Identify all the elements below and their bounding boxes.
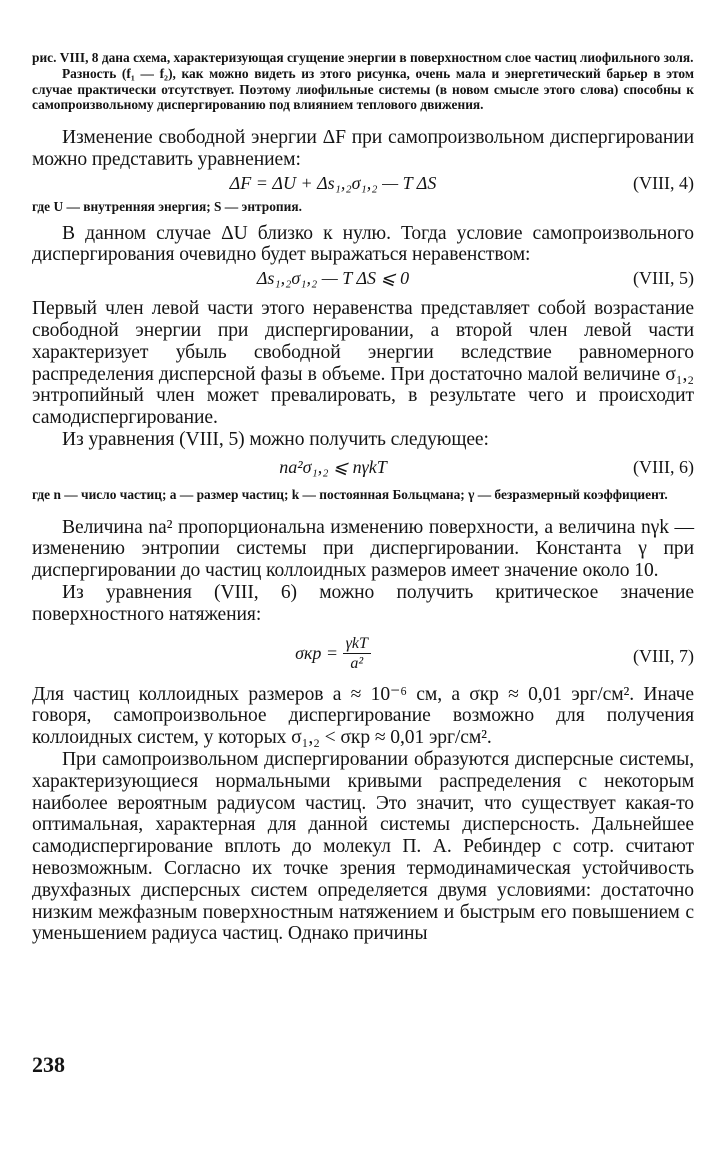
text-paragraph: При самопроизвольном диспергировании образуются дисперсные системы, характеризующиеся нормальными кривыми распределения с некоторым наиболее вероятным радиусом частиц. Это значит, что существует какая-то оптимальная, характерная для данной системы дисперсность. Дальнейшее самодиспергирование вплоть до молекул П. А. Ребиндер с сотр. считают невозможным. Согласно их точке зрения термодинамическая устойчивость двухфазных дисперсных систем определяется двумя условиями: достаточно низким межфазным поверхностным натяжением и быстрым его повышением с уменьшением радиуса частиц. Однако причины (32, 748, 694, 945)
where-note: где U — внутренняя энергия; S — энтропия. (32, 198, 302, 214)
equation-viii-7 (32, 632, 694, 680)
text-paragraph: Для частиц коллоидных размеров a ≈ 10⁻⁶ см, а σкр ≈ 0,01 эрг/см². Иначе говоря, самопроизвольное диспергирование возможно для получения коллоидных систем, у которых σ₁,₂ < σкр ≈ 0,01 эрг/см². (32, 683, 694, 749)
equation-viii-6 (32, 457, 694, 481)
fraction-denominator: a² (350, 654, 364, 672)
text-paragraph: Первый член левой части этого неравенства представляет собой возрастание свободной энергии при диспергировании, а второй член левой части характеризует убыль свободной энергии вследствие равномерного распределения дисперсной фазы в объеме. При достаточно малой величине σ₁,₂ энтропийный член может превалировать, в результате чего и происходит самодиспергирование. (32, 298, 694, 429)
page-number: 238 (32, 1052, 65, 1077)
equation-formula: ΔF = ΔU + Δs₁,₂σ₁,₂ — T ΔS (229, 172, 437, 193)
text-paragraph: В данном случае ΔU близко к нулю. Тогда условие самопроизвольного диспергирования очевидно будет выражаться неравенством: (32, 222, 694, 266)
equation-viii-5 (32, 268, 694, 292)
text-paragraph: Из уравнения (VIII, 5) можно получить следующее: (62, 428, 489, 450)
text-paragraph: Из уравнения (VIII, 6) можно получить критическое значение поверхностного натяжения: (32, 581, 694, 625)
fraction-numerator: γkT (343, 634, 371, 654)
caption-paragraph: рис. VIII, 8 дана схема, характеризующая сгущение энергии в поверхностном слое частиц лиофильного золя. (32, 50, 694, 65)
where-note: где n — число частиц; a — размер частиц; k — постоянная Больцмана; γ — безразмерный коэффициент. (32, 486, 668, 502)
equation-fraction (343, 634, 371, 673)
equation-viii-4 (32, 173, 694, 197)
equation-number: (VIII, 7) (633, 645, 694, 666)
equation-number: (VIII, 6) (633, 456, 694, 477)
page-content (32, 50, 694, 945)
equation-number: (VIII, 4) (633, 172, 694, 193)
equation-number: (VIII, 5) (633, 268, 694, 289)
equation-formula: na²σ₁,₂ ⩽ nγkT (279, 456, 387, 477)
text-paragraph: Величина na² пропорциональна изменению поверхности, а величина nγk — изменению энтропии системы при диспергировании. Константа γ при диспергировании до частиц коллоидных размеров имеет значение около 10. (32, 516, 694, 582)
caption-paragraph: Разность (f₁ — f₂), как можно видеть из этого рисунка, очень мала и энергетический барьер в этом случае практически отсутствует. Поэтому лиофильные системы (в новом смысле этого слова) способны к самопроизвольному диспергированию под влиянием теплового движения. (32, 65, 694, 113)
text-paragraph: Изменение свободной энергии ΔF при самопроизвольном диспергировании можно представить уравнением: (32, 127, 694, 170)
equation-lhs: σкр = (295, 642, 339, 663)
equation-formula: Δs₁,₂σ₁,₂ — T ΔS ⩽ 0 (256, 268, 410, 289)
